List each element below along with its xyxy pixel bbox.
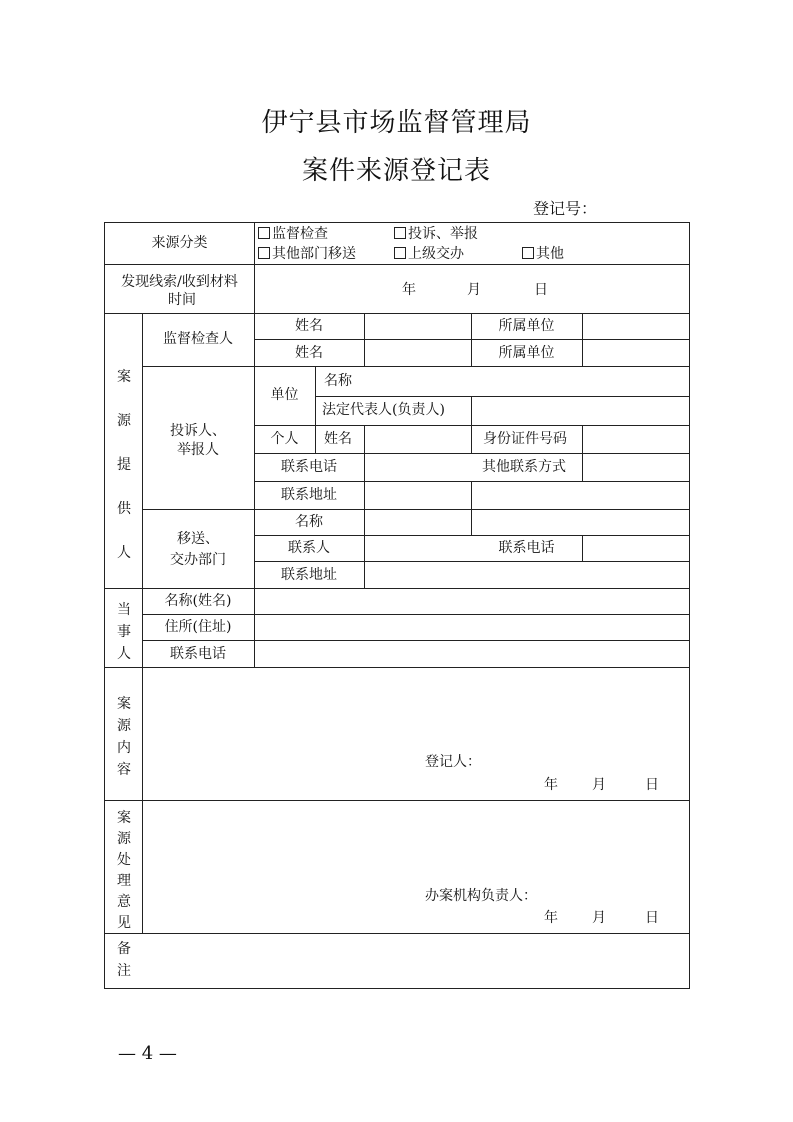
handling-opinion-side-label: 案 源 处 理 意 见: [117, 810, 131, 931]
checkbox-icon: [522, 247, 534, 259]
checkbox-icon: [258, 247, 270, 259]
id-number-label: 身份证件号码: [483, 431, 567, 447]
transfer-name-label: 名称: [295, 514, 323, 530]
inspector-name-label-1: 姓名: [295, 318, 323, 334]
checkbox-icon: [394, 227, 406, 239]
registrar-year: 年: [544, 777, 558, 793]
form-title: 案件来源登记表: [301, 156, 491, 186]
registration-number-label: 登记号：: [533, 199, 598, 218]
party-side-label: 当 事 人: [117, 602, 131, 662]
complainant-individual-label: 个人: [270, 431, 299, 447]
complainant-label: 投诉人、: [170, 423, 226, 439]
transfer-phone-label: 联系电话: [498, 540, 555, 556]
discovery-year: 年: [402, 282, 416, 298]
discovery-day: 日: [534, 282, 548, 298]
inspector-name-label-2: 姓名: [295, 345, 323, 361]
complainant-phone-label: 联系电话: [281, 459, 337, 475]
transfer-address-label: 联系地址: [281, 567, 337, 583]
party-phone-label: 联系电话: [170, 646, 226, 662]
transfer-department-label: 移送、: [177, 531, 219, 547]
option-other[interactable]: 其他: [522, 245, 564, 263]
option-supervision-inspection[interactable]: 监督检查: [258, 225, 328, 243]
case-source-form-table: [104, 222, 690, 989]
party-name-label: 名称(姓名): [164, 593, 232, 609]
page-title: 伊宁县市场监督管理局: [261, 108, 532, 138]
checkbox-icon: [394, 247, 406, 259]
complainant-unit-name-label: 名称: [324, 373, 352, 389]
handling-month: 月: [592, 910, 606, 926]
case-source-provider-side-label: 案 源 提 供 人: [117, 369, 131, 561]
option-superior-assigned[interactable]: 上级交办: [394, 245, 464, 263]
page-number: — 4 —: [118, 1043, 177, 1064]
case-content-side-label: 案 源 内 容: [117, 696, 131, 778]
handling-head-label: 办案机构负责人：: [425, 888, 537, 904]
transfer-contact-label: 联系人: [288, 540, 330, 556]
handling-year: 年: [544, 910, 558, 926]
other-contact-label: 其他联系方式: [482, 459, 566, 475]
complainant-unit-label: 单位: [270, 387, 299, 403]
party-residence-label: 住所(住址): [164, 619, 232, 635]
registrar-month: 月: [592, 777, 606, 793]
legal-representative-label: 法定代表人(负责人): [322, 402, 445, 418]
checkbox-icon: [258, 227, 270, 239]
option-complaint-report[interactable]: 投诉、举报: [394, 225, 478, 243]
source-category-label: 来源分类: [151, 235, 208, 251]
complainant-person-name-label: 姓名: [324, 431, 352, 447]
inspector-unit-label-2: 所属单位: [498, 345, 555, 361]
discovery-time-label-line2: 时间: [168, 292, 196, 308]
complainant-address-label: 联系地址: [281, 487, 337, 503]
option-other-department-transfer[interactable]: 其他部门移送: [258, 245, 356, 263]
remarks-side-label: 备 注: [117, 941, 131, 979]
complainant-label-line2: 举报人: [177, 442, 219, 458]
transfer-department-label-line2: 交办部门: [170, 552, 226, 568]
discovery-time-label: 发现线索/收到材料: [121, 274, 238, 290]
registrar-day: 日: [645, 777, 659, 793]
inspector-label: 监督检查人: [163, 331, 233, 347]
handling-day: 日: [645, 910, 659, 926]
registrar-label: 登记人：: [425, 754, 481, 770]
inspector-unit-label-1: 所属单位: [498, 318, 555, 334]
discovery-month: 月: [467, 282, 481, 298]
